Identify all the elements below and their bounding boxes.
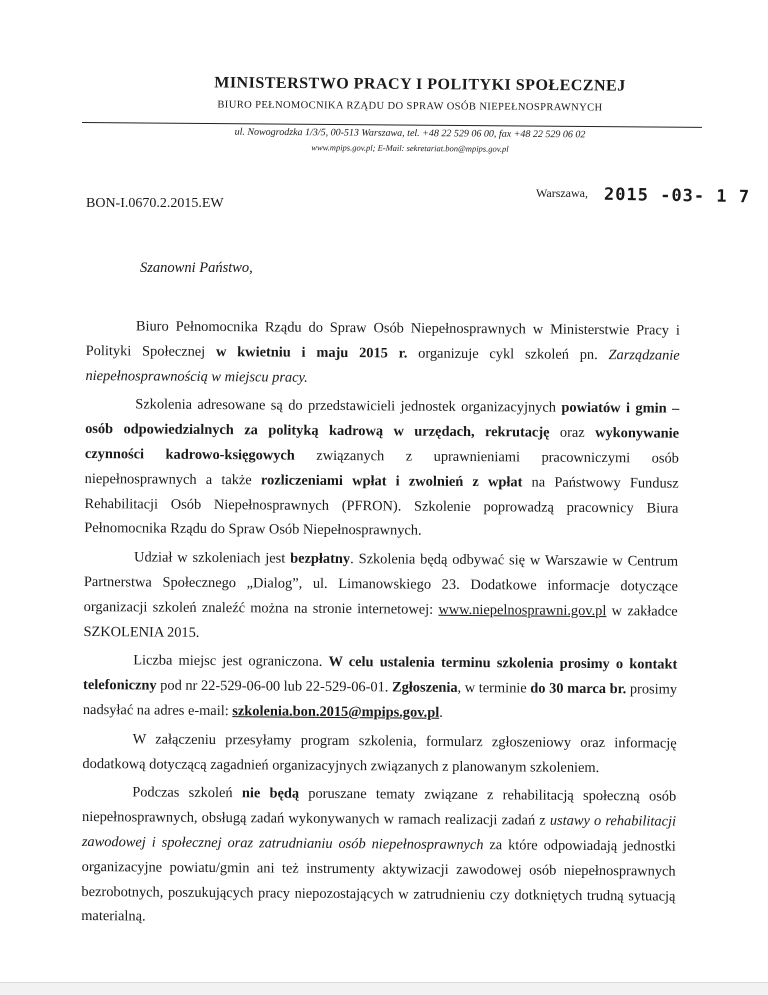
text: prosimy nadsyłać na adres e-mail: <box>82 681 678 720</box>
text-italic: ustawy o rehabilitacji zawodowej i społecznej oraz zatrudnianiu osób niepełnosprawnych <box>81 812 677 854</box>
text-bold: w kwietniu i maju 2015 r. <box>215 343 408 362</box>
bureau-name: BIURO PEŁNOMOCNIKA RZĄDU DO SPRAW OSÓB NIEPEŁNOSPRAWNYCH <box>217 99 603 114</box>
ministry-name: MINISTERSTWO PRACY I POLITYKI SPOŁECZNEJ <box>214 74 626 95</box>
text: w zakładce SZKOLENIA 2015. <box>83 602 678 641</box>
paragraph-1 <box>85 314 680 393</box>
text-bold: W celu ustalenia terminu szkolenia prosimy o kontakt telefoniczny <box>83 654 678 694</box>
text-bold: rozliczeniami wpłat i zwolnień z wpłat <box>260 472 523 491</box>
text-italic: Zarządzanie niepełnosprawnością w miejscu pracy. <box>85 346 680 386</box>
text-bold: nie będą <box>241 785 300 803</box>
text: Liczba miejsc jest ograniczona. <box>133 652 329 671</box>
paragraph-6 <box>81 780 676 933</box>
place-label: Warszawa, <box>536 186 589 200</box>
text: Udział w szkoleniach jest <box>134 549 291 567</box>
text: . Szkolenia będą odbywać się w Warszawie w Centrum Partnerstwa Społecznego „Dialog”, ul. Limanowskiego 23. Dodatkowe informacje dotyczące organizacji szkoleń znaleźć można na stronie internetowej: <box>83 551 679 618</box>
text-bold: powiatów i gmin – osób odpowiedzialnych za polityką kadrową w urzędach, rekrutację <box>85 400 680 441</box>
salutation: Szanowni Państwo, <box>140 260 253 276</box>
text-bold: wykonywanie czynności kadrowo-księgowych <box>84 425 680 464</box>
text: Szkolenia adresowane są do przedstawicieli jednostek organizacyjnych <box>135 396 562 417</box>
text: Podczas szkoleń <box>132 784 242 802</box>
paragraph-2 <box>84 392 679 545</box>
text: . <box>439 704 443 721</box>
website-link[interactable]: www.niepelnosprawni.gov.pl <box>438 601 607 619</box>
text: Biuro Pełnomocnika Rządu do Spraw Osób Niepełnosprawnych w Ministerstwie Pracy i Polityki Społecznej <box>85 318 680 360</box>
text-bold: Zgłoszenia <box>391 679 458 697</box>
scan-edge <box>0 982 768 995</box>
text: na Państwowy Fundusz Rehabilitacji Osób Niepełnosprawnych (PFRON). Szkolenie poprowadzą pracownicy Biura Pełnomocnika Rządu do Spraw Osób Niepełnosprawnych. <box>84 474 679 540</box>
text-bold: do 30 marca br. <box>530 680 627 698</box>
header-web-email: www.mpips.gov.pl; E-Mail: sekretariat.bon@mpips.gov.pl <box>311 142 509 154</box>
email-link[interactable]: szkolenia.bon.2015@mpips.gov.pl <box>232 703 440 721</box>
text: poruszane tematy związane z rehabilitacją społeczną osób niepełnosprawnych, obsługą zadań wykonywanych w ramach realizacji zadań z <box>81 786 677 829</box>
paragraph-5: W załączeniu przesyłamy program szkolenia, formularz zgłoszeniowy oraz informację dodatkową dotyczącą zagadnień organizacyjnych związanych z planowanym szkoleniem. <box>82 731 677 776</box>
letter-body <box>81 314 680 938</box>
text-bold: bezpłatny <box>290 550 351 568</box>
text: pod nr 22-529-06-00 lub 22-529-06-01. <box>156 677 393 696</box>
date-stamp: 2015 -03- 1 7 <box>603 184 751 208</box>
text: za które odpowiadają jednostki organizacyjne powiatu/gmin ani też instrumenty aktywizacji zawodowej osób niepełnosprawnych bezrobotnych, poszukujących pracy niepozostających w zatrudnieniu czy dotkniętych trudną sytuacją materialną. <box>81 837 676 925</box>
header-address: ul. Nowogrodzka 1/3/5, 00-513 Warszawa, tel. +48 22 529 06 00, fax +48 22 529 06 02 <box>234 126 586 141</box>
reference-number: BON-I.0670.2.2015.EW <box>86 196 224 211</box>
paragraph-3 <box>83 545 678 649</box>
text: związanych z uprawnieniami pracowniczymi osób niepełnosprawnych a także <box>84 447 679 489</box>
text: , w terminie <box>457 680 531 697</box>
paragraph-4 <box>83 648 678 727</box>
text: organizuje cykl szkoleń pn. <box>407 345 609 363</box>
text: oraz <box>549 424 596 442</box>
